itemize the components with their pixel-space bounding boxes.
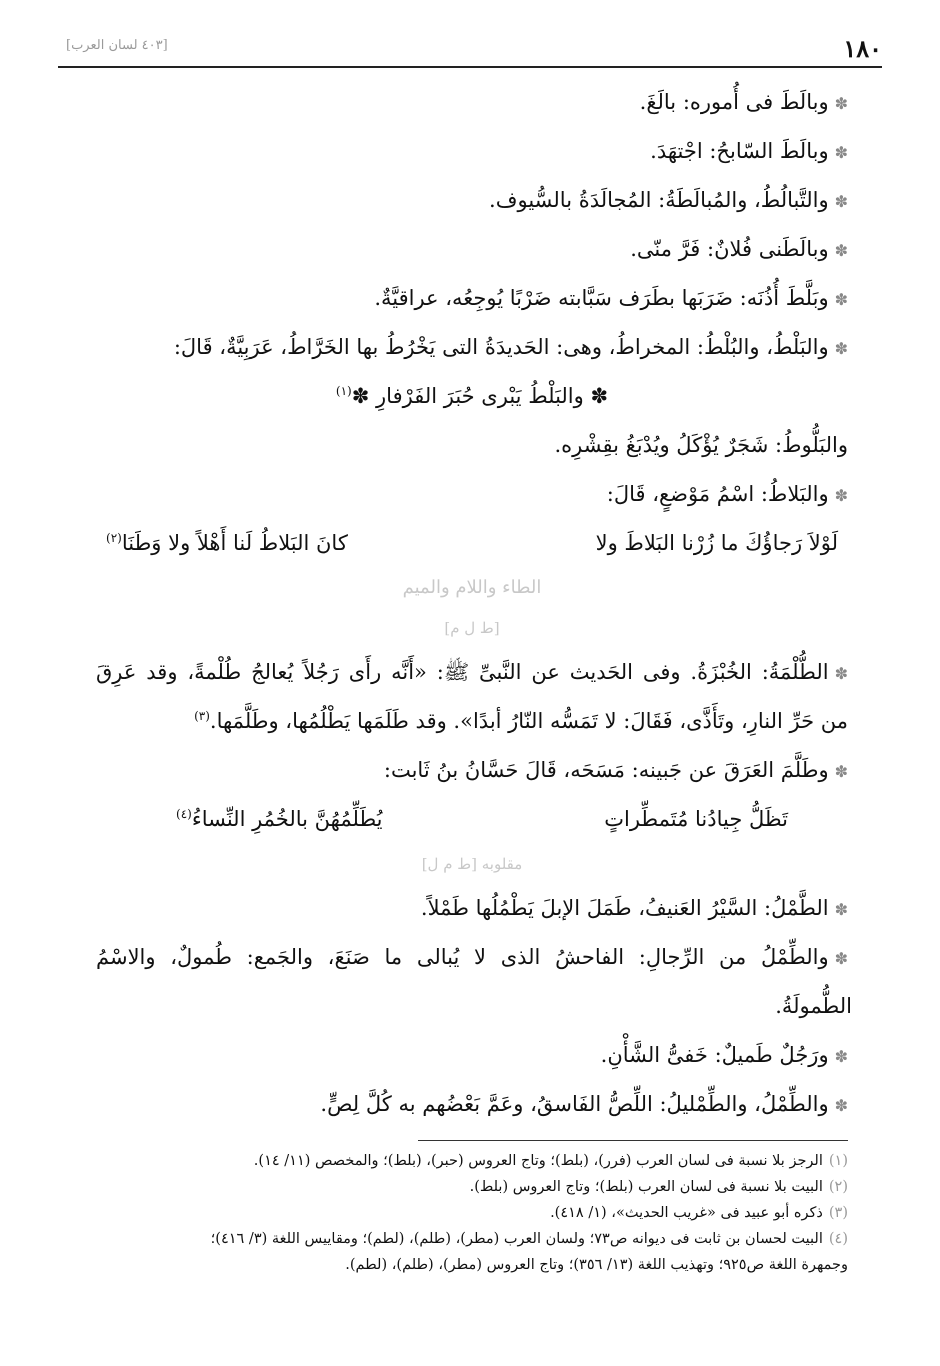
- entry-line: ✽وبالَطَ فى أُموره: بالَغَ.: [639, 90, 848, 114]
- entry-line: والبَلُّوطُ: شَجَرٌ يُؤْكَلُ ويُدْبَغُ بقِشْرِه.: [554, 433, 848, 457]
- verse-line: [96, 795, 848, 844]
- footnote-marker: (١): [335, 384, 352, 398]
- flower-icon: ✽: [834, 143, 848, 162]
- footnote-continuation: وجمهرة اللغة ص٩٢٥؛ وتهذيب اللغة (١٣/ ٣٥٦)؛ وتاج العروس (مطر)، (طلم)، (لطم).: [345, 1257, 848, 1273]
- flower-icon: ✽: [834, 241, 848, 260]
- main-text: [96, 78, 852, 1129]
- rajaz-verse: ✽ والبَلْطُ يَبْرى حُبَرَ الفَرْفارِ ✽$^{(١)}$: [335, 384, 609, 408]
- verse-star-icon: ✽: [351, 384, 370, 408]
- section-heading: مقلوبه [ط م ل]: [421, 855, 523, 873]
- flower-icon: ✽: [834, 949, 848, 968]
- flower-icon: ✽: [834, 762, 848, 781]
- page-header: [58, 28, 882, 68]
- entry-line: ✽والبَلاطُ: اسْمُ مَوْضعٍ، قَالَ:: [606, 482, 848, 506]
- footnote: (٣)ذكره أبو عبيد فى «غريب الحديث»، (١/ ٤١٨).: [550, 1205, 848, 1221]
- flower-icon: ✽: [834, 1047, 848, 1066]
- flower-icon: ✽: [834, 664, 848, 683]
- flower-icon: ✽: [834, 1096, 848, 1115]
- verse-hemistich-first: لَوْلاَ رَجاؤُكَ ما زُرْنا البَلاطَ ولا: [595, 531, 838, 555]
- footnote-rule: [418, 1140, 848, 1141]
- entry-line: ✽والتَّبالُطُ، والمُبالَطَةُ: المُجالَدَةُ بالسُّيوف.: [489, 188, 848, 212]
- verse-line: [96, 519, 848, 568]
- verse-star-icon: ✽: [590, 384, 609, 408]
- entry-line: ✽والطِّمْلُ، والطِّمْليلُ: اللِّصُّ الفَاسقُ، وعَمَّ بَعْضُهم به كُلَّ لِصٍّ.: [320, 1092, 848, 1116]
- footnote-marker: (٣): [194, 709, 210, 723]
- running-title: [٤٠٣ لسان العرب]: [66, 38, 168, 53]
- entry-line: الطُّمولَةُ.: [775, 994, 852, 1018]
- footnotes: [92, 1148, 848, 1278]
- entry-line: ✽وبالَطَ السّابحُ: اجْتهَدَ.: [650, 139, 848, 163]
- verse-hemistich-second: يُطَلِّمُهُنَّ بالخُمُرِ النِّساءُ$^{(٤)}$: [176, 807, 383, 831]
- footnote: (٤)البيت لحسان بن ثابت فى ديوانه ص٧٣؛ ولسان العرب (مطر)، (طلم)، (لطم)؛ ومقاييس اللغة (٣/ ٤١٦)؛: [210, 1231, 848, 1247]
- entry-line: ✽وبالَطَنى فُلانٌ: فَرَّ منّى.: [630, 237, 848, 261]
- entry-line: ✽الطُّلْمَةُ: الخُبْزَةُ. وفى الحَديث عن النَّبىِّ ﷺ: «أَنَّه رأَى رَجُلاً يُعالجُ طُلْمةً، وقد عَرِقَ: [96, 660, 848, 684]
- section-root: [ط ل م]: [444, 619, 500, 637]
- header-rule: [58, 66, 882, 68]
- flower-icon: ✽: [834, 290, 848, 309]
- verse-hemistich-first: تَظَلُّ جِيادُنا مُتَمطِّراتٍ: [604, 807, 788, 831]
- flower-icon: ✽: [834, 339, 848, 358]
- entry-line: ✽الطَّمْلُ: السَّيْرُ العَنيفُ، طَمَلَ الإبلَ يَطْمُلُها طَمْلاً.: [420, 896, 848, 920]
- flower-icon: ✽: [834, 192, 848, 211]
- verse-hemistich-second: كانَ البَلاطُ لَنا أَهْلاً ولا وَطَنَا$^{(٢)}$: [106, 531, 348, 555]
- footnote-marker: (٤): [176, 807, 192, 821]
- flower-icon: ✽: [834, 486, 848, 505]
- section-heading: الطاء واللام والميم: [402, 577, 542, 598]
- footnote-marker: (٢): [106, 531, 122, 545]
- entry-line: ✽وطَلَّمَ العَرَقَ عن جَبينه: مَسَحَه، قَالَ حَسَّانُ بنُ ثَابت:: [383, 758, 848, 782]
- page-number: ١٨٠: [843, 34, 882, 63]
- entry-line: ✽والبَلْطُ، والبُلْطُ: المخراطُ، وهى: الحَديدَةُ التى يَخْرُطُ بها الخَرَّاطُ، عَرَبِيَّةٌ، قَالَ:: [173, 335, 848, 359]
- flower-icon: ✽: [834, 94, 848, 113]
- footnote: (١)الرجز بلا نسبة فى لسان العرب (فرر)، (بلط)؛ وتاج العروس (حبر)، (بلط)؛ والمخصص (١١/ ١٤).: [253, 1153, 848, 1169]
- entry-line: ✽ورَجُلٌ طَميلٌ: خَفىُّ الشَّأْنِ.: [600, 1043, 848, 1067]
- entry-line: ✽وبَلَّطَ أُذُنَه: ضَرَبَها بطَرَف سَبَّابته ضَرْبًا يُوجِعُه، عراقيَّةٌ.: [374, 286, 848, 310]
- flower-icon: ✽: [834, 900, 848, 919]
- entry-line: ✽والطِّمْلُ من الرِّجالِ: الفاحشُ الذى لا يُبالى ما صَنَعَ، والجَمع: طُمولٌ، والاسْمُ: [96, 945, 848, 969]
- entry-line: من حَرِّ النارِ، وتَأَذَّى، فَقَالَ: لا تَمَسُّه النّارُ أبدًا». وقد طَلَمَها يَطْلُمُها، وطَلَّمَها.$^{(٣)}$: [194, 709, 848, 733]
- footnote: (٢)البيت بلا نسبة فى لسان العرب (بلط)؛ وتاج العروس (بلط).: [469, 1179, 848, 1195]
